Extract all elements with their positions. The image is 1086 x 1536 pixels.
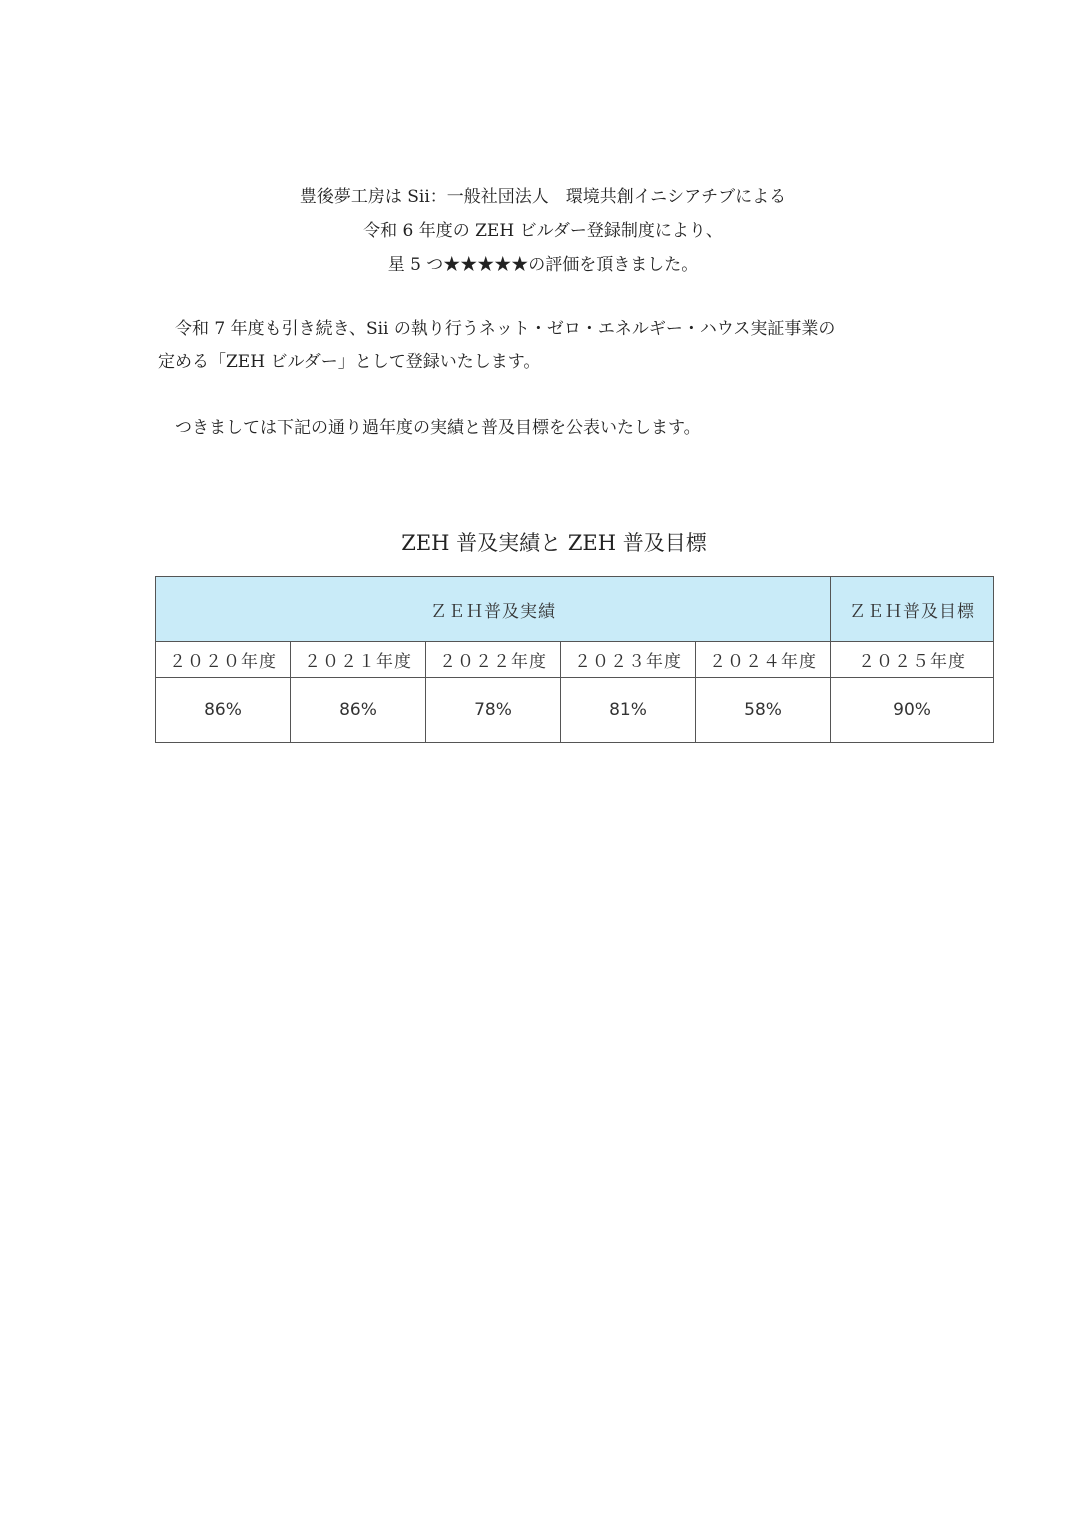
table-header-row	[156, 577, 994, 642]
intro-line-1: 豊後夢工房は Sii：一般社団法人 環境共創イニシアチブによる	[299, 187, 787, 207]
value-cell: 81%	[561, 678, 696, 743]
paragraph1-line-1: 令和 7 年度も引き続き、Sii の執り行うネット・ゼロ・エネルギー・ハウス実証事業の	[158, 319, 836, 339]
zeh-table	[155, 576, 994, 743]
table-values-row	[156, 678, 994, 743]
value-cell: 58%	[696, 678, 831, 743]
year-cell: ２０２３年度	[561, 642, 696, 678]
table-years-row	[156, 642, 994, 678]
table-title: ZEH 普及実績と ZEH 普及目標	[401, 531, 707, 555]
year-cell: ２０２０年度	[156, 642, 291, 678]
value-cell: 78%	[426, 678, 561, 743]
year-cell: ２０２１年度	[291, 642, 426, 678]
year-cell: ２０２５年度	[831, 642, 994, 678]
header-zeh-target: ＺＥＨ普及目標	[831, 577, 994, 642]
year-cell: ２０２２年度	[426, 642, 561, 678]
intro-line-2: 令和 6 年度の ZEH ビルダー登録制度により、	[363, 221, 723, 241]
year-cell: ２０２４年度	[696, 642, 831, 678]
intro-line-3: 星 5 つ★★★★★の評価を頂きました。	[387, 255, 699, 275]
paragraph2-line-1: つきましては下記の通り過年度の実績と普及目標を公表いたします。	[158, 418, 701, 438]
value-cell: 90%	[831, 678, 994, 743]
header-zeh-actual: ＺＥＨ普及実績	[156, 577, 831, 642]
value-cell: 86%	[156, 678, 291, 743]
paragraph1-line-2: 定める「ZEH ビルダー」として登録いたします。	[158, 352, 541, 372]
value-cell: 86%	[291, 678, 426, 743]
